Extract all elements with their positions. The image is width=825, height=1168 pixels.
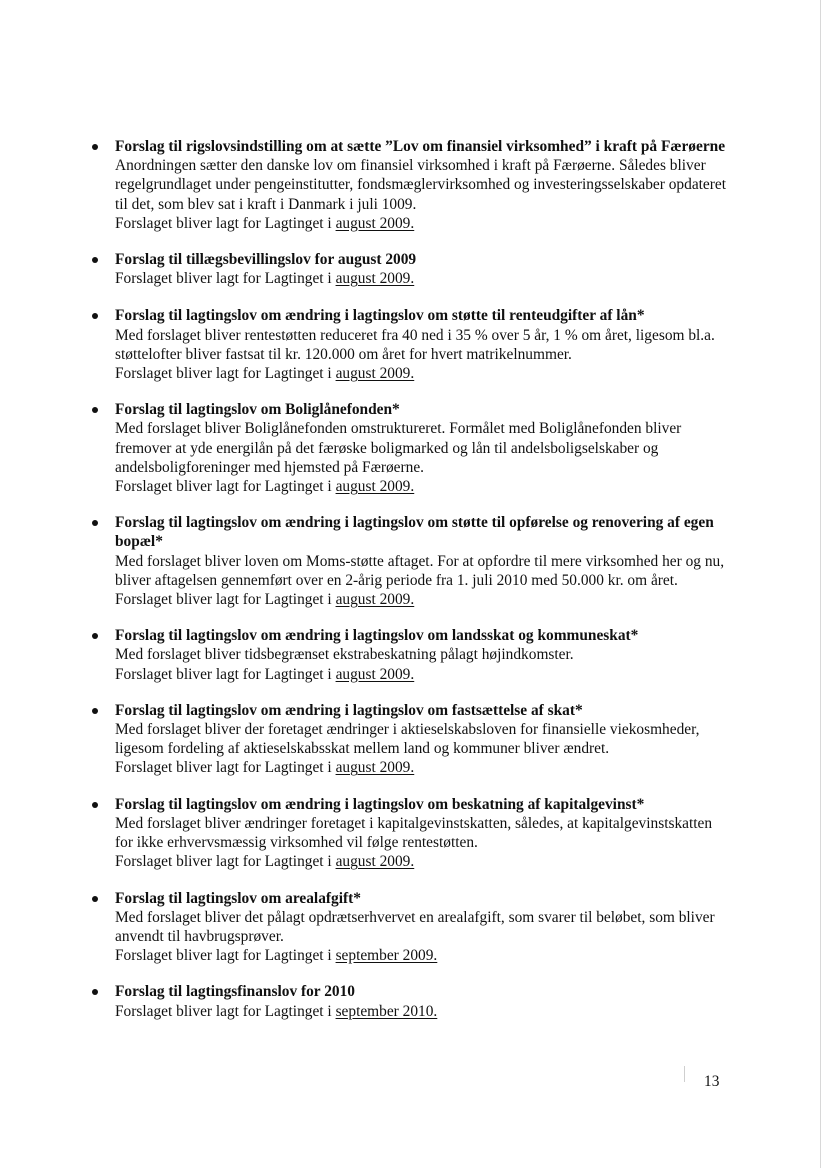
submission-text: Forslaget bliver lagt for Lagtinget i	[115, 478, 332, 496]
item-description: Anordningen sætter den danske lov om finansiel virksomhed i kraft på Færøerne. Således bliver regelgrundlaget under pengeinstitutter, fondsmæglervirksomhed og investeringsselskaber opdateret til det, som blev sat i kraft i Danmark i juli 1009.	[115, 157, 726, 213]
list-item	[92, 137, 732, 233]
item-submission	[115, 946, 732, 965]
submission-date: september 2009.	[335, 947, 438, 965]
submission-text: Forslaget bliver lagt for Lagtinget i	[115, 759, 332, 777]
item-description: Med forslaget bliver tidsbegrænset ekstrabeskatning pålagt højindkomster.	[115, 646, 574, 664]
item-submission	[115, 269, 732, 288]
submission-text: Forslaget bliver lagt for Lagtinget i	[115, 365, 332, 383]
bullet-icon	[92, 257, 98, 263]
list-item	[92, 701, 732, 778]
bullet-icon	[92, 407, 98, 413]
bullet-icon	[92, 896, 98, 902]
item-title: Forslag til lagtingslov om arealafgift*	[115, 889, 361, 907]
submission-date: august 2009.	[335, 365, 415, 383]
item-description: Med forslaget bliver der foretaget ændringer i aktieselskabsloven for finansielle viekosmheder, ligesom fordeling af aktieselskabsskat mellem land og kommuner bliver ændret.	[115, 721, 700, 758]
item-title: Forslag til rigslovsindstilling om at sætte ”Lov om finansiel virksomhed” i kraft på Færøerne	[115, 138, 726, 155]
item-submission	[115, 852, 732, 871]
list-item	[92, 626, 732, 684]
item-submission	[115, 665, 732, 684]
item-submission	[115, 1002, 732, 1021]
bullet-icon	[92, 144, 98, 150]
submission-date: august 2009.	[335, 665, 415, 683]
list-item	[92, 513, 732, 609]
item-title: Forslag til tillægsbevillingslov for august 2009	[115, 251, 417, 269]
bullet-icon	[92, 633, 98, 639]
bullet-icon	[92, 520, 98, 526]
item-submission	[115, 590, 732, 609]
proposal-list	[92, 137, 732, 1021]
bullet-icon	[92, 708, 98, 714]
list-item	[92, 889, 732, 966]
item-description: Med forslaget bliver Boliglånefonden omstruktureret. Formålet med Boliglånefonden bliver fremover at yde energilån på det færøske boligmarked og lån til andelsboligselskaber og andelsboligforeninger med hjemsted på Færøerne.	[115, 420, 682, 476]
list-item	[92, 250, 732, 288]
submission-date: august 2009.	[335, 270, 415, 288]
submission-text: Forslaget bliver lagt for Lagtinget i	[115, 270, 332, 288]
list-item	[92, 400, 732, 496]
item-title: Forslag til lagtingslov om ændring i lagtingslov om landsskat og kommuneskat*	[115, 627, 639, 645]
submission-text: Forslaget bliver lagt for Lagtinget i	[115, 1002, 332, 1020]
submission-text: Forslaget bliver lagt for Lagtinget i	[115, 214, 332, 232]
item-title: Forslag til lagtingslov om ændring i lagtingslov om fastsættelse af skat*	[115, 701, 583, 719]
submission-text: Forslaget bliver lagt for Lagtinget i	[115, 853, 332, 871]
bullet-icon	[92, 989, 98, 995]
submission-date: august 2009.	[335, 591, 415, 609]
list-item	[92, 795, 732, 872]
item-title: Forslag til lagtingslov om Boliglånefonden*	[115, 401, 400, 419]
item-description: Med forslaget bliver loven om Moms-støtte aftaget. For at opfordre til mere virksomhed her og nu, bliver aftagelsen gennemført over en 2-årig periode fra 1. juli 2010 med 50.000 kr. om året.	[115, 552, 725, 589]
item-title: Forslag til lagtingsfinanslov for 2010	[115, 983, 355, 1001]
submission-text: Forslaget bliver lagt for Lagtinget i	[115, 591, 332, 609]
item-title: Forslag til lagtingslov om ændring i lagtingslov om støtte til renteudgifter af lån*	[115, 307, 645, 325]
scan-edge-line	[820, 0, 821, 1168]
margin-mark	[684, 1066, 685, 1082]
submission-date: august 2009.	[335, 853, 415, 871]
bullet-icon	[92, 313, 98, 319]
submission-date: august 2009.	[335, 214, 415, 232]
bullet-icon	[92, 802, 98, 808]
item-title: Forslag til lagtingslov om ændring i lagtingslov om beskatning af kapitalgevinst*	[115, 795, 645, 813]
item-description: Med forslaget bliver ændringer foretaget i kapitalgevinstskatten, således, at kapitalgevinstskatten for ikke erhvervsmæssig virksomhed vil følge rentestøtten.	[115, 814, 713, 852]
item-submission	[115, 758, 732, 777]
submission-date: august 2009.	[335, 478, 415, 496]
item-submission	[115, 214, 732, 233]
submission-date: august 2009.	[335, 759, 415, 777]
item-description: Med forslaget bliver det pålagt opdrætserhvervet en arealafgift, som svarer til beløbet, som bliver anvendt til havbrugsprøver.	[115, 908, 715, 945]
item-submission	[115, 477, 732, 496]
submission-text: Forslaget bliver lagt for Lagtinget i	[115, 665, 332, 683]
item-description: Med forslaget bliver rentestøtten reduceret fra 40 ned i 35 % over 5 år, 1 % om året, ligesom bl.a. støttelofter bliver fastsat til kr. 120.000 om året for hvert matrikelnummer.	[115, 326, 715, 363]
submission-date: september 2010.	[335, 1002, 438, 1020]
list-item	[92, 982, 732, 1020]
submission-text: Forslaget bliver lagt for Lagtinget i	[115, 947, 332, 965]
page-number: 13	[704, 1073, 720, 1090]
item-title: Forslag til lagtingslov om ændring i lagtingslov om støtte til opførelse og renovering af egen bopæl*	[115, 514, 714, 551]
list-item	[92, 306, 732, 383]
item-submission	[115, 364, 732, 383]
